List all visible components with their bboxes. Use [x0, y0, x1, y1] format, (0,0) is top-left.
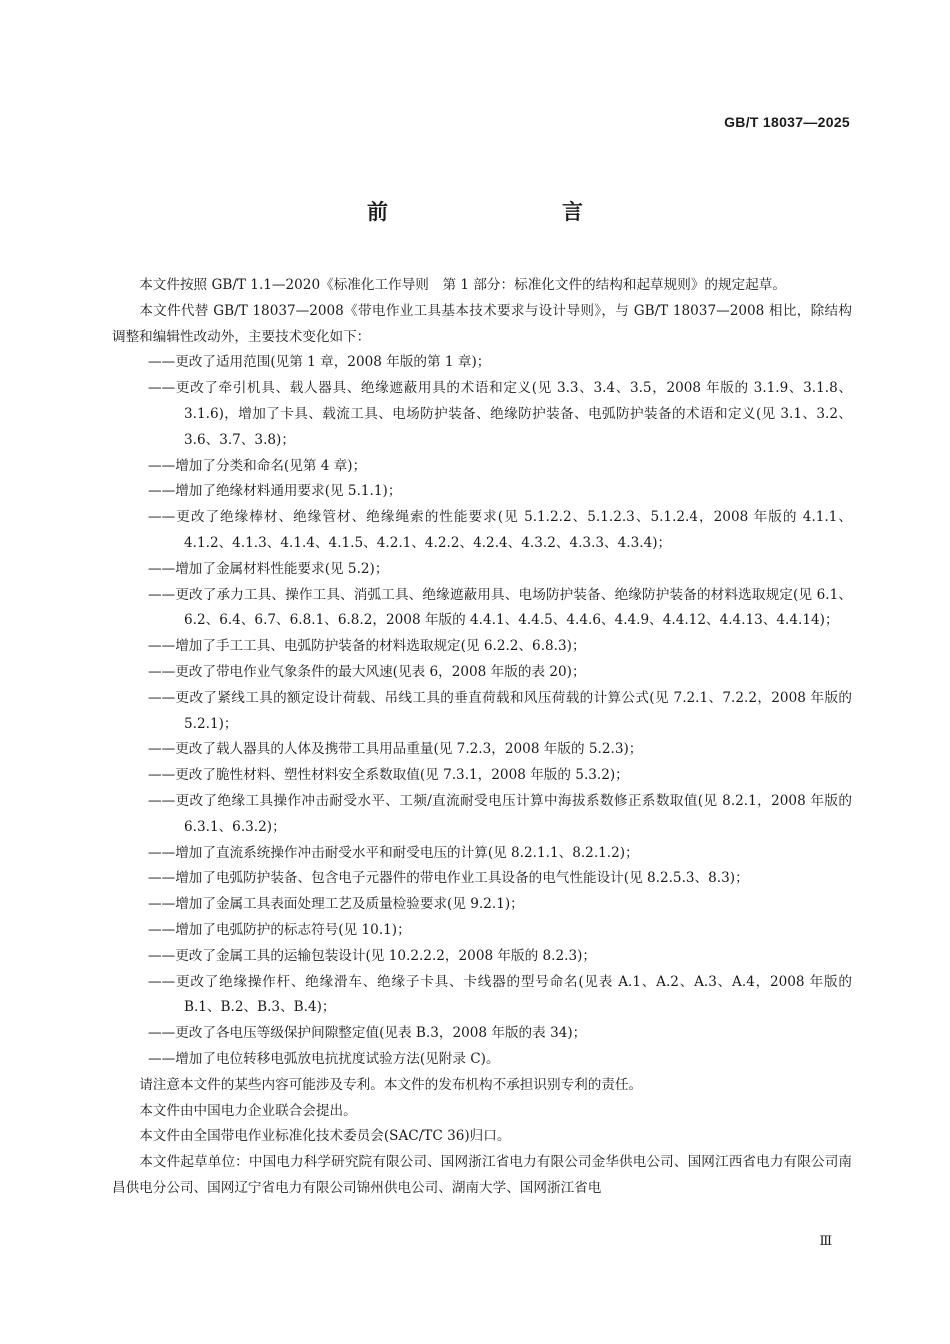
change-item: ——更改了绝缘操作杆、绝缘滑车、绝缘子卡具、卡线器的型号命名(见表 A.1、A.2、A.3、A.4，2008 年版的 B.1、B.2、B.3、B.4)；	[148, 973, 852, 1016]
change-item: ——更改了脆性材料、塑性材料安全系数取值(见 7.3.1，2008 年版的 5.3.2)；	[148, 767, 629, 784]
change-item: ——更改了带电作业气象条件的最大风速(见表 6，2008 年版的表 20)；	[148, 663, 586, 680]
change-item: ——增加了金属材料性能要求(见 5.2)；	[148, 560, 389, 577]
change-item: ——更改了紧线工具的额定设计荷载、吊线工具的垂直荷载和风压荷载的计算公式(见 7.2.1、7.2.2，2008 年版的 5.2.1)；	[148, 689, 852, 732]
document-code: GB/T 18037—2025	[724, 114, 850, 130]
change-item: ——增加了直流系统操作冲击耐受水平和耐受电压的计算(见 8.2.1.1、8.2.1.2)；	[148, 844, 639, 861]
patent-notice: 请注意本文件的某些内容可能涉及专利。本文件的发布机构不承担识别专利的责任。	[139, 1076, 643, 1093]
change-item: ——增加了手工工具、电弧防护装备的材料选取规定(见 6.2.2、6.8.3)；	[148, 638, 586, 655]
change-item: ——更改了各电压等级保护间隙整定值(见表 B.3，2008 年版的表 34)；	[148, 1025, 587, 1042]
technical-changes-list	[112, 350, 852, 1072]
proposer-statement: 本文件由中国电力企业联合会提出。	[139, 1102, 357, 1119]
change-item: ——增加了分类和命名(见第 4 章)；	[148, 457, 367, 474]
change-item: ——更改了适用范围(见第 1 章，2008 年版的第 1 章)；	[148, 354, 491, 371]
drafting-units: 本文件起草单位：中国电力科学研究院有限公司、国网浙江省电力有限公司金华供电公司、国网江西省电力有限公司南昌供电分公司、国网辽宁省电力有限公司锦州供电公司、湖南大学、国网浙江省电	[112, 1154, 852, 1196]
document-body	[112, 273, 852, 1202]
change-item: ——增加了绝缘材料通用要求(见 5.1.1)；	[148, 483, 402, 500]
change-item: ——增加了电弧防护装备、包含电子元器件的带电作业工具设备的电气性能设计(见 8.2.5.3、8.3)；	[148, 870, 749, 887]
change-item: ——更改了绝缘工具操作冲击耐受水平、工频/直流耐受电压计算中海拔系数修正系数取值(见 8.2.1，2008 年版的 6.3.1、6.3.2)；	[148, 792, 852, 835]
committee-statement: 本文件由全国带电作业标准化技术委员会(SAC/TC 36)归口。	[139, 1128, 511, 1145]
change-item: ——更改了载人器具的人体及携带工具用品重量(见 7.2.3，2008 年版的 5.2.3)；	[148, 741, 643, 758]
page-number: Ⅲ	[819, 1234, 832, 1249]
page-title: 前 言	[367, 200, 627, 224]
change-item: ——更改了金属工具的运输包装设计(见 10.2.2.2，2008 年版的 8.2.3)；	[148, 947, 597, 964]
intro-paragraph-2: 本文件代替 GB/T 18037—2008《带电作业工具基本技术要求与设计导则》，与 GB/T 18037—2008 相比，除结构调整和编辑性改动外，主要技术变化如下：	[112, 302, 852, 345]
change-item: ——更改了承力工具、操作工具、消弧工具、绝缘遮蔽用具、电场防护装备、绝缘防护装备的材料选取规定(见 6.1、6.2、6.4、6.7、6.8.1、6.8.2，2008 年版的 4.4.1、4.4.5、4.4.6、4.4.9、4.4.12、4.4.13、4.4.14)；	[148, 586, 852, 629]
intro-paragraph-1: 本文件按照 GB/T 1.1—2020《标准化工作导则 第 1 部分：标准化文件的结构和起草规则》的规定起草。	[139, 277, 786, 293]
change-item: ——增加了电弧防护的标志符号(见 10.1)；	[148, 921, 411, 938]
change-item: ——更改了绝缘棒材、绝缘管材、绝缘绳索的性能要求(见 5.1.2.2、5.1.2.3、5.1.2.4，2008 年版的 4.1.1、4.1.2、4.1.3、4.1.4、4.1.5、4.2.1、4.2.2、4.2.4、4.3.2、4.3.3、4.3.4)；	[148, 509, 852, 551]
change-item: ——增加了金属工具表面处理工艺及质量检验要求(见 9.2.1)；	[148, 896, 524, 913]
change-item: ——更改了牵引机具、载人器具、绝缘遮蔽用具的术语和定义(见 3.3、3.4、3.5，2008 年版的 3.1.9、3.1.8、3.1.6)，增加了卡具、载流工具、电场防护装备、绝缘防护装备、电弧防护装备的术语和定义(见 3.1、3.2、3.6、3.7、3.8)；	[148, 380, 852, 448]
change-item: ——增加了电位转移电弧放电抗扰度试验方法(见附录 C)。	[148, 1050, 500, 1067]
